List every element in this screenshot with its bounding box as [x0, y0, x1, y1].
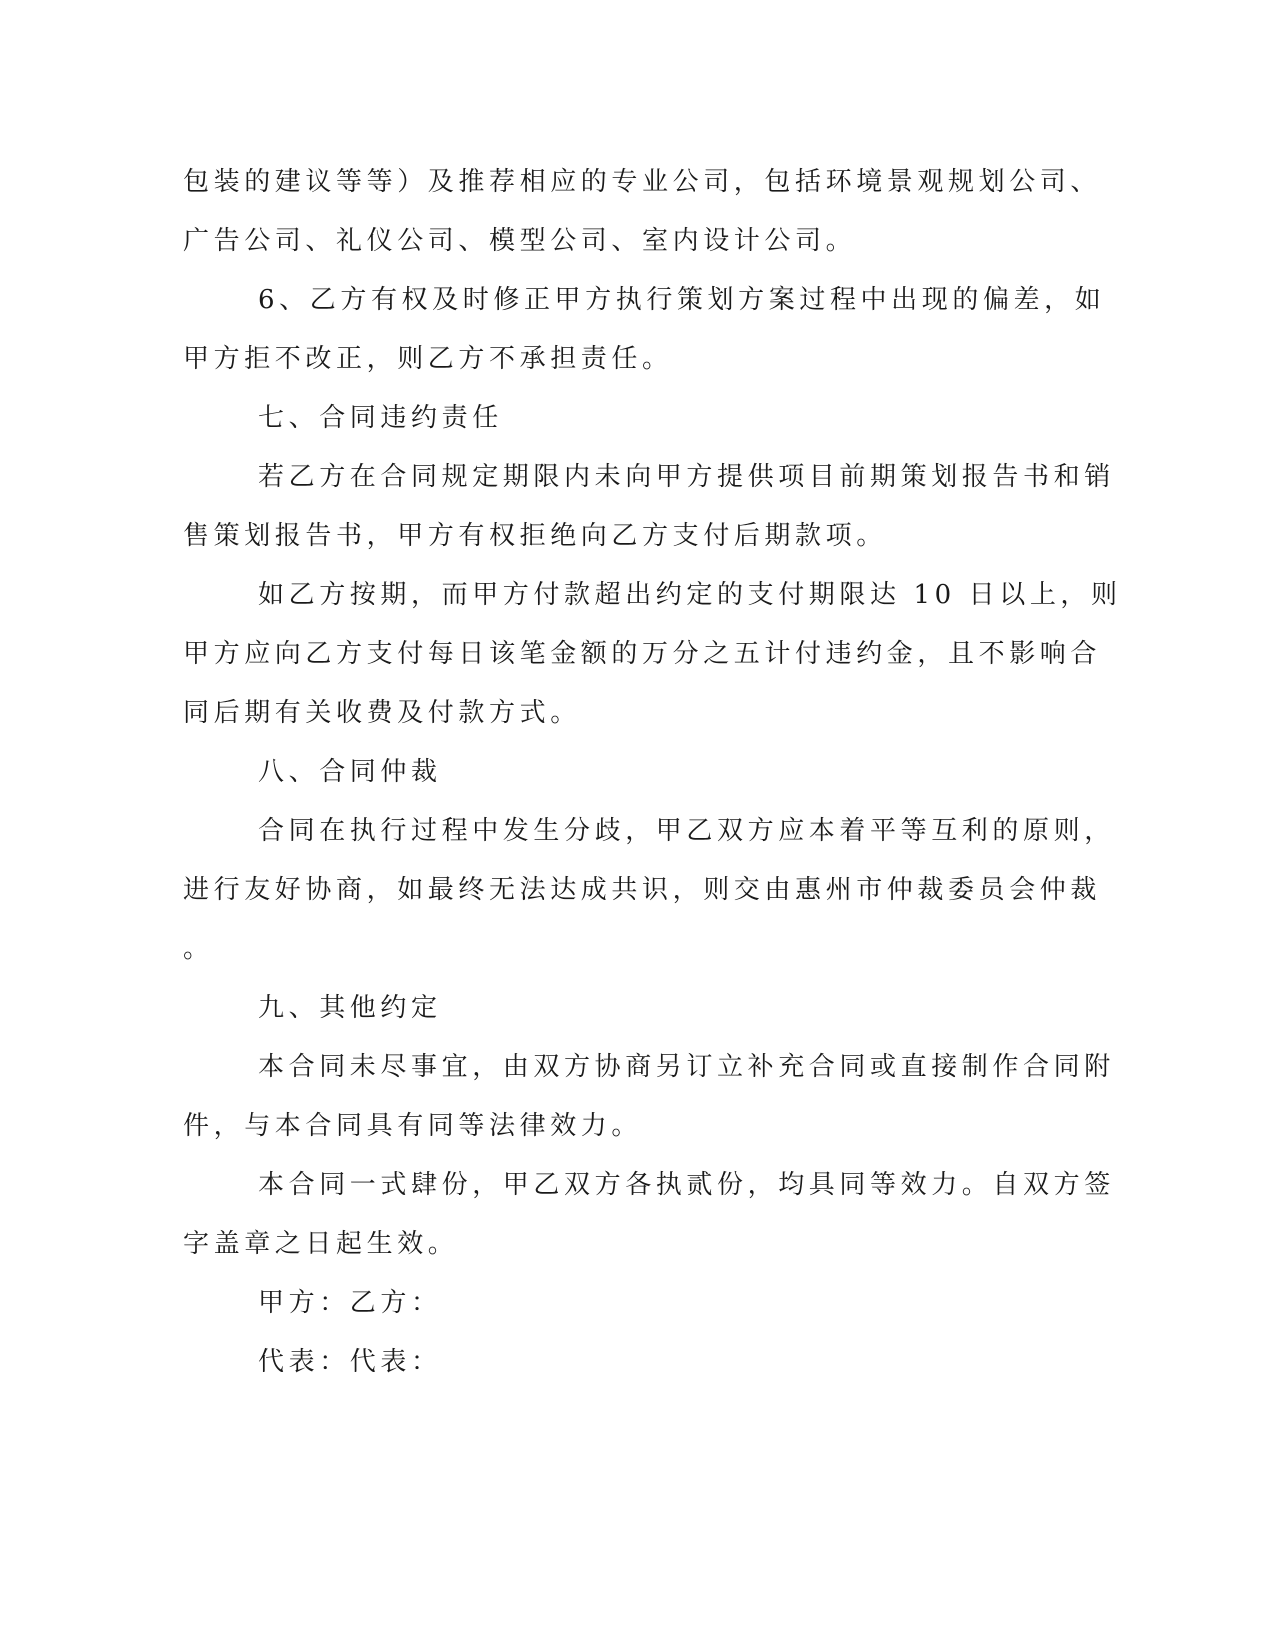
section-heading: 九、其他约定: [258, 993, 442, 1023]
paragraph-line: 甲方应向乙方支付每日该笔金额的万分之五计付违约金，且不影响合: [183, 639, 1102, 669]
paragraph-line: 字盖章之日起生效。: [183, 1229, 459, 1259]
paragraph-line: 售策划报告书，甲方有权拒绝向乙方支付后期款项。: [183, 521, 887, 551]
paragraph-line: 同后期有关收费及付款方式。: [183, 698, 581, 728]
paragraph-line: 合同在执行过程中发生分歧，甲乙双方应本着平等互利的原则，: [258, 816, 1115, 846]
paragraph-line: 包装的建议等等）及推荐相应的专业公司，包括环境景观规划公司、: [183, 167, 1102, 197]
signature-parties-line: 甲方：乙方：: [258, 1288, 442, 1318]
paragraph-line: 若乙方在合同规定期限内未向甲方提供项目前期策划报告书和销: [258, 462, 1115, 492]
paragraph-line: 如乙方按期，而甲方付款超出约定的支付期限达 10 日以上，则: [258, 580, 1122, 610]
signature-representatives-line: 代表：代表：: [258, 1347, 442, 1377]
paragraph-line: 进行友好协商，如最终无法达成共识，则交由惠州市仲裁委员会仲裁: [183, 875, 1102, 905]
paragraph-line: 件，与本合同具有同等法律效力。: [183, 1111, 643, 1141]
paragraph-line: 6、乙方有权及时修正甲方执行策划方案过程中出现的偏差，如: [258, 285, 1106, 315]
paragraph-line: 甲方拒不改正，则乙方不承担责任。: [183, 344, 673, 374]
section-heading: 七、合同违约责任: [258, 403, 503, 433]
section-heading: 八、合同仲裁: [258, 757, 442, 787]
paragraph-line: 本合同一式肆份，甲乙双方各执贰份，均具同等效力。自双方签: [258, 1170, 1115, 1200]
paragraph-line: 。: [183, 934, 214, 964]
paragraph-line: 广告公司、礼仪公司、模型公司、室内设计公司。: [183, 226, 857, 256]
paragraph-line: 本合同未尽事宜，由双方协商另订立补充合同或直接制作合同附: [258, 1052, 1115, 1082]
